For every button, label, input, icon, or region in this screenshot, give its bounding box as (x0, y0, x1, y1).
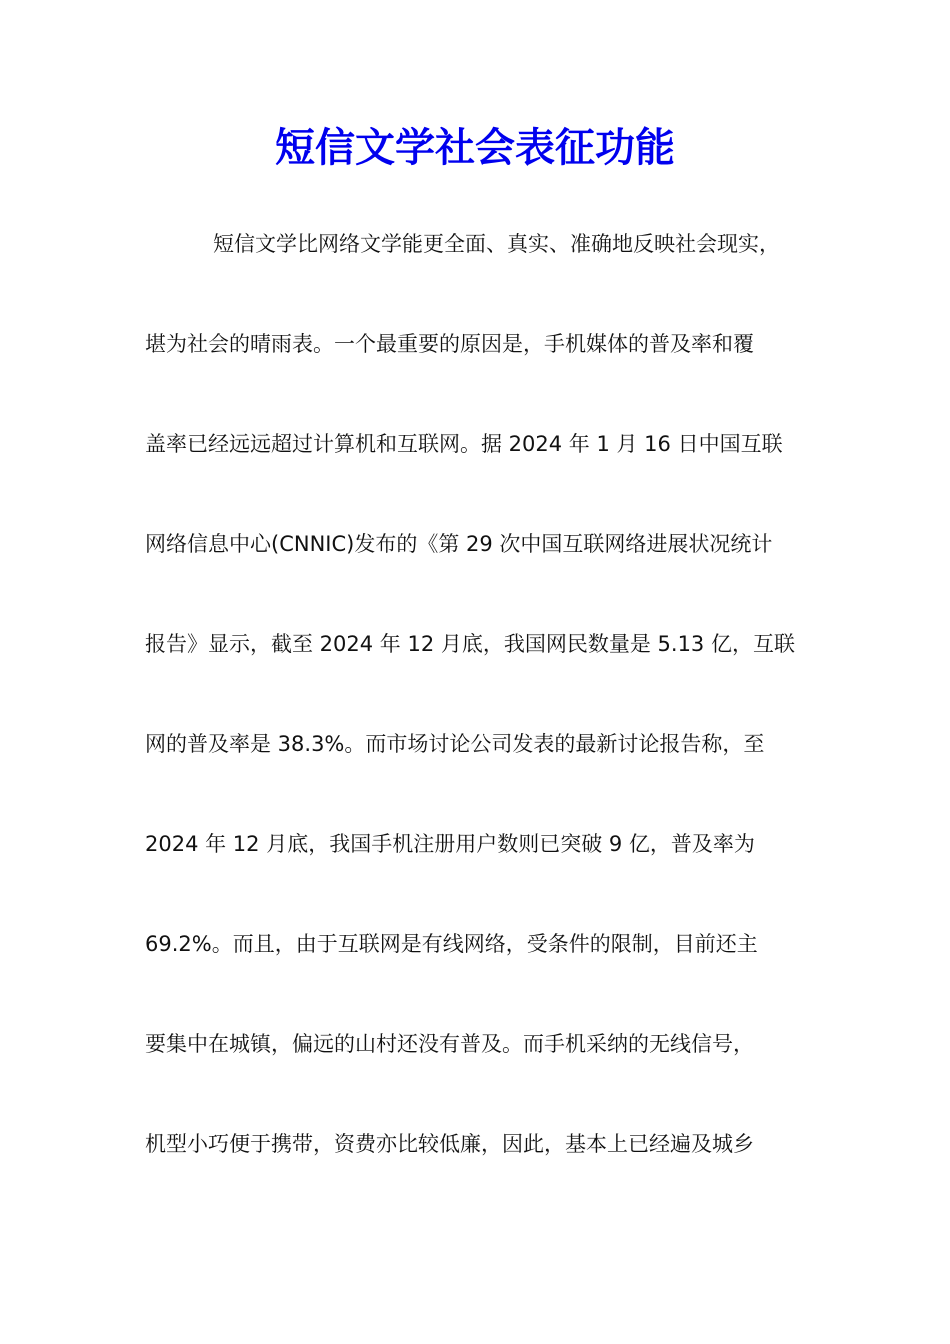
paragraph-line: 2024 年 12 月底，我国手机注册用户数则已突破 9 亿，普及率为 (145, 832, 755, 856)
paragraph-line: 要集中在城镇，偏远的山村还没有普及。而手机采纳的无线信号， (145, 1032, 754, 1056)
body-paragraph (145, 220, 810, 1220)
paragraph-line: 网络信息中心(CNNIC)发布的《第 29 次中国互联网络进展状况统计 (145, 532, 773, 556)
paragraph-line: 网的普及率是 38.3%。而市场讨论公司发表的最新讨论报告称，至 (145, 732, 765, 756)
paragraph-line: 堪为社会的晴雨表。一个最重要的原因是，手机媒体的普及率和覆 (145, 332, 754, 356)
paragraph-line: 机型小巧便于携带，资费亦比较低廉，因此，基本上已经遍及城乡 (145, 1132, 754, 1156)
paragraph-line: 短信文学比网络文学能更全面、真实、准确地反映社会现实， (213, 232, 780, 256)
document-title: 短信文学社会表征功能 (275, 124, 675, 171)
paragraph-line: 报告》显示，截至 2024 年 12 月底，我国网民数量是 5.13 亿，互联 (145, 632, 795, 656)
paragraph-line: 69.2%。而且，由于互联网是有线网络，受条件的限制，目前还主 (145, 932, 758, 956)
paragraph-line: 盖率已经远远超过计算机和互联网。据 2024 年 1 月 16 日中国互联 (145, 432, 783, 456)
